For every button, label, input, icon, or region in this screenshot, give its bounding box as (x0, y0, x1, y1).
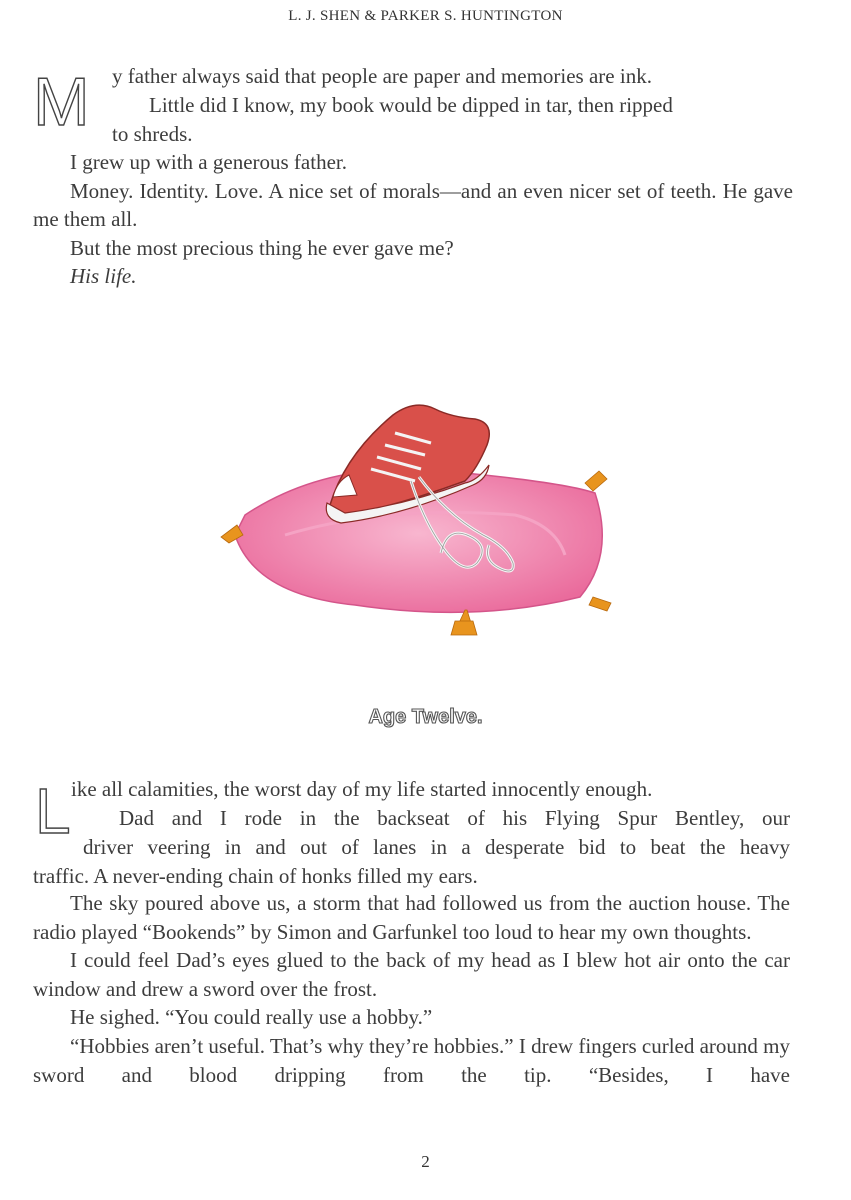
dropcap-paragraph (33, 62, 793, 148)
text-line: to shreds. (112, 122, 193, 146)
text-line: ike all calamities, the worst day of my life started innocently enough. (71, 777, 653, 801)
page-number: 2 (421, 1152, 430, 1171)
paragraph: Money. Identity. Love. A nice set of morals—and an even nicer set of teeth. He gave me them all. (33, 178, 793, 232)
paragraph: “Hobbies aren’t useful. That’s why they’re hobbies.” I drew fingers curled around my sword and blood dripping from the tip. “Besides, I have (33, 1033, 791, 1087)
text-line: Little did I know, my book would be dipped in tar, then ripped (149, 93, 673, 117)
drop-cap-letter: L (35, 775, 71, 847)
dropcap-paragraph (33, 775, 790, 889)
text-line: driver veering in and out of lanes in a desperate bid to beat the heavy (83, 835, 790, 859)
paragraph: I grew up with a generous father. (70, 150, 347, 174)
paragraph: But the most precious thing he ever gave me? (70, 235, 454, 260)
drop-cap-letter: M (33, 64, 90, 140)
tassel (451, 621, 477, 635)
sneaker-on-cushion-illustration (215, 385, 635, 650)
running-header: L. J. SHEN & PARKER S. HUNTINGTON (288, 8, 563, 24)
text-line: y father always said that people are paper and memories are ink. (112, 64, 652, 88)
paragraph: The sky poured above us, a storm that had followed us from the auction house. The radio played “Bookends” by Simon and Garfunkel too loud to hear my own thoughts. (33, 891, 790, 944)
sneaker-cushion-icon (215, 385, 635, 650)
opening-section (33, 62, 793, 291)
paragraph: I could feel Dad’s eyes glued to the back of my head as I blew hot air onto the car window and drew a sword over the frost. (33, 948, 790, 1001)
text-line: Dad and I rode in the backseat of his Flying Spur Bentley, our (119, 806, 790, 830)
chapter-section (33, 775, 790, 1089)
tassel (585, 471, 607, 491)
paragraph: His life. (70, 264, 137, 289)
paragraph: He sighed. “You could really use a hobby.” (70, 1005, 433, 1030)
chapter-heading: Age Twelve. (368, 706, 483, 728)
tassel (589, 597, 611, 611)
text-line: traffic. A never-ending chain of honks filled my ears. (33, 864, 478, 888)
